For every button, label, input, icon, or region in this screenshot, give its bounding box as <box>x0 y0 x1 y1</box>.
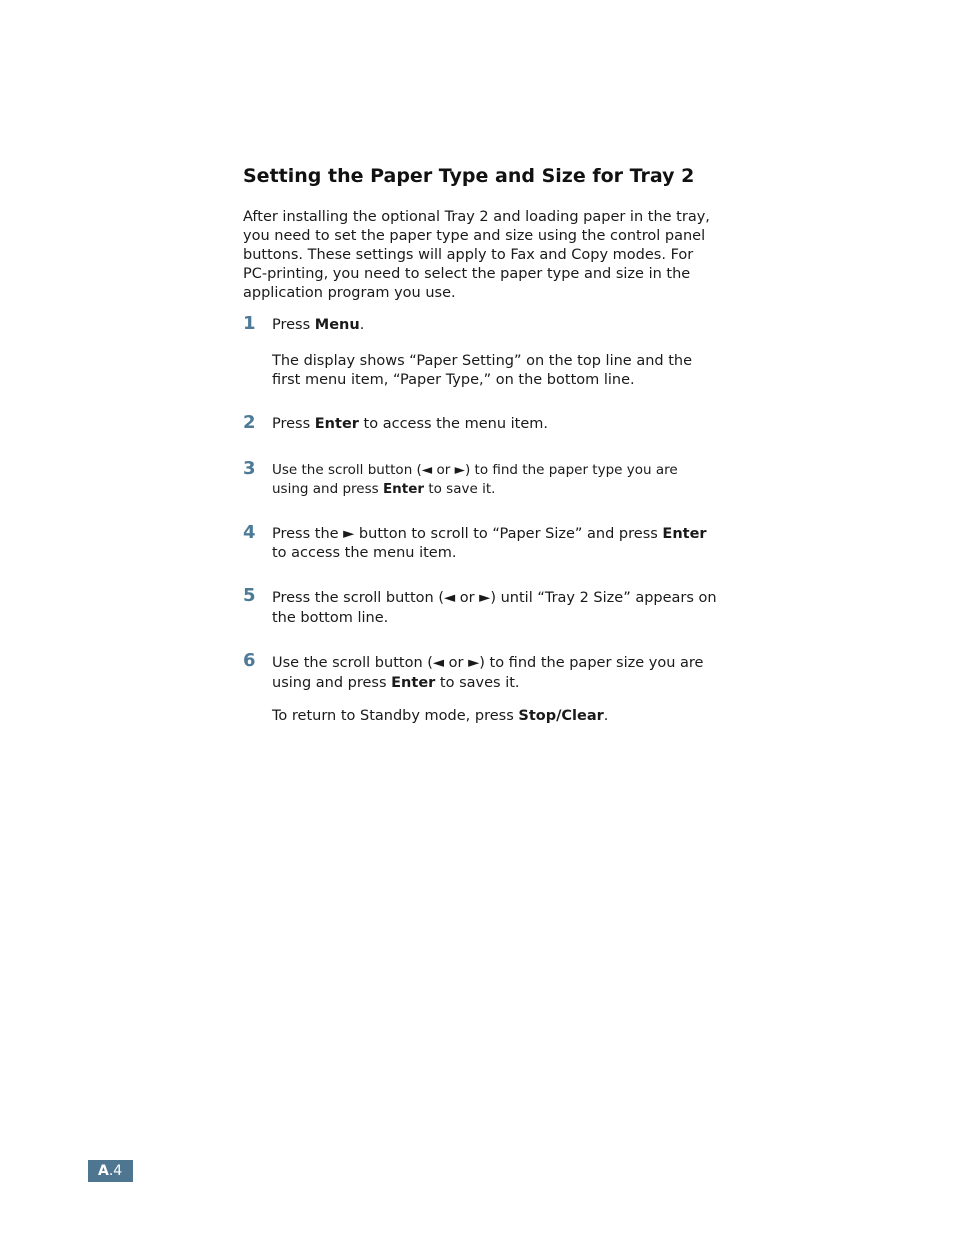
step-text: Use the scroll button (◄ or ►) to find the paper size you are using and press Enter to saves it. <box>272 655 704 691</box>
page-number: 4 <box>113 1163 123 1179</box>
page-section: A <box>98 1163 109 1179</box>
step-number: 5 <box>243 585 256 606</box>
step-note: To return to Standby mode, press Stop/Clear. <box>272 708 609 724</box>
step-4 <box>243 522 718 563</box>
step-note: The display shows “Paper Setting” on the top line and the first menu item, “Paper Type,” on the bottom line. <box>272 353 692 388</box>
step-number: 2 <box>243 412 256 433</box>
step-number: 6 <box>243 650 256 671</box>
step-text: Use the scroll button (◄ or ►) to find the paper type you are using and press Enter to save it. <box>272 462 678 497</box>
step-text: Press Enter to access the menu item. <box>272 416 548 432</box>
intro-paragraph: After installing the optional Tray 2 and loading paper in the tray, you need to set the paper type and size using the control panel buttons. These settings will apply to Fax and Copy modes. For PC-printing, you need to select the paper type and size in the application program you use. <box>243 209 710 301</box>
page-number-badge <box>88 1160 133 1182</box>
step-text: Press the ► button to scroll to “Paper Size” and press Enter to access the menu item. <box>272 526 707 561</box>
step-number: 1 <box>243 313 256 334</box>
step-number: 4 <box>243 522 256 543</box>
page-separator: . <box>108 1163 114 1179</box>
section-title: Setting the Paper Type and Size for Tray 2 <box>243 165 695 187</box>
step-text: Press Menu. <box>272 317 365 333</box>
step-2 <box>243 412 718 434</box>
page-content <box>243 162 718 726</box>
step-3 <box>243 458 718 499</box>
step-1 <box>243 313 718 390</box>
step-6 <box>243 650 718 726</box>
step-5 <box>243 585 718 628</box>
step-number: 3 <box>243 458 256 479</box>
step-text: Press the scroll button (◄ or ►) until “Tray 2 Size” appears on the bottom line. <box>272 590 717 626</box>
